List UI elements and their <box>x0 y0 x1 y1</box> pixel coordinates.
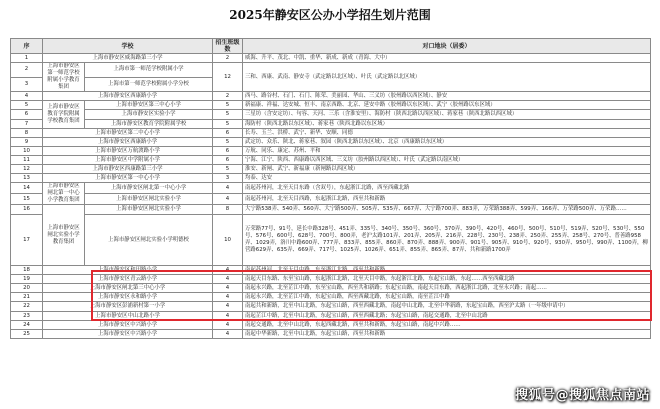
table-row <box>11 205 651 215</box>
cell-seq: 21 <box>11 293 43 302</box>
cell-school: 上海市静安区闸北第三中心小学 <box>43 284 213 293</box>
cell-school: 上海市静安区万航渡路小学 <box>43 147 213 156</box>
table-row <box>11 129 651 138</box>
table-row <box>11 194 651 205</box>
header-area: 对口地块（居委） <box>243 39 651 54</box>
cell-classes: 2 <box>213 54 243 63</box>
cell-seq: 6 <box>11 110 43 120</box>
cell-area: 三和、西康、武南、静安寺（武定路以北区域）、叶氏（武定路以北区域） <box>243 63 651 92</box>
table-row <box>11 92 651 101</box>
cell-seq: 24 <box>11 321 43 330</box>
cell-school: 上海市静安区彭浦新村第一小学 <box>43 302 213 312</box>
cell-classes: 4 <box>213 293 243 302</box>
cell-school: 上海市静安区教育学院附属学校 <box>85 120 213 129</box>
table-row <box>11 330 651 339</box>
cell-group: 上海市静安区闸北第一中心小学教育集团 <box>43 183 85 205</box>
cell-school: 上海市静安区实验小学 <box>85 110 213 120</box>
cell-seq: 18 <box>11 266 43 275</box>
cell-classes: 4 <box>213 266 243 275</box>
cell-classes: 4 <box>213 194 243 205</box>
cell-seq: 4 <box>11 92 43 101</box>
cell-classes: 4 <box>213 330 243 339</box>
table-row <box>11 275 651 284</box>
cell-school: 上海市静安区威海路第三小学 <box>43 54 213 63</box>
header-classes: 招生班级数 <box>213 39 243 54</box>
cell-school: 上海市静安区西康路小学 <box>43 92 213 101</box>
cell-group: 上海市静安区第一师范学校附属小学教育集团 <box>43 63 85 92</box>
cell-classes: 8 <box>213 205 243 215</box>
table-row <box>11 312 651 321</box>
cell-classes: 4 <box>213 275 243 284</box>
cell-area: 新福康、祥福、达安城、恒丰、南京西路、北京、延安中路（胶州路以东区域）、武宁（胶州路以东区域） <box>243 101 651 110</box>
cell-classes: 4 <box>213 302 243 312</box>
table-row <box>11 165 651 174</box>
cell-area: 南起苏州河，北至天目西路，东起浙江北路，西至共和新路 <box>243 194 651 205</box>
cell-school: 上海市静安区第二中心小学 <box>43 129 213 138</box>
enrollment-table <box>10 38 651 339</box>
cell-seq: 19 <box>11 275 43 284</box>
cell-seq: 2 <box>11 63 43 78</box>
cell-area: 南起芷江中路，北至中山北路，东起宝山路，西至西藏北路；东起宝山路，南起交通路，北至中山北路 <box>243 312 651 321</box>
cell-area: 南起永兴路，北至芷江中路，东至宝山路，西至共和新路；东起宝山路，南起天目东路，西起浙江北路，北至永兴路；南起…… <box>243 284 651 293</box>
header-seq: 序 <box>11 39 43 54</box>
cell-area: 南起交通路，北至中山北路，东起西藏北路，西至共和新路，东起宝山路，南起中兴路…… <box>243 321 651 330</box>
cell-seq: 13 <box>11 174 43 183</box>
cell-area: 南起中华新路，北至中山北路，东起宝山路，西至共和新路 <box>243 330 651 339</box>
cell-classes: 6 <box>213 129 243 138</box>
cell-area: 海防村（陕西北路以东区域）、蒋家巷（陕西北路以东区域） <box>243 120 651 129</box>
cell-area: 大宁路538弄、540弄、560弄、大宁路500弄、505弄、535弄、667弄、大宁路700弄、883弄，万荣路388弄、599弄、166弄、万荣路500弄、万荣路…… <box>243 205 651 215</box>
cell-school: 上海市静安区中山北路小学 <box>43 312 213 321</box>
cell-area: 宁海、江宁、陕西、西康路以西区域、三义坊（胶州路以西区域）、叶氏（武定路以南区域） <box>243 156 651 165</box>
table-row <box>11 101 651 110</box>
cell-group: 上海市静安区教育学院附属学校教育集团 <box>43 101 85 129</box>
cell-school: 上海市静安区闸北实验小学 <box>85 205 213 215</box>
cell-classes: 4 <box>213 321 243 330</box>
cell-seq: 12 <box>11 165 43 174</box>
table-row <box>11 284 651 293</box>
cell-seq: 8 <box>11 129 43 138</box>
cell-classes: 5 <box>213 165 243 174</box>
cell-school: 上海市静安区第三中心小学 <box>85 101 213 110</box>
cell-area: 万航、同乐、康定、苏州、平和 <box>243 147 651 156</box>
cell-school: 上海市静安区中兴路小学 <box>43 330 213 339</box>
cell-school: 上海市静安区闸北实验小学 <box>85 194 213 205</box>
cell-area: 威海、升平、茂北、中凯、重华、新成、新成（青海、大中） <box>243 54 651 63</box>
table-row <box>11 266 651 275</box>
watermark-text: 搜狐号@搜狐焦点南站 <box>514 388 650 403</box>
cell-area: 淮安、新闸、武宁、新福康（新闸路以西区域） <box>243 165 651 174</box>
cell-area: 均泰、达安 <box>243 174 651 183</box>
cell-school: 上海市静安区永和路小学 <box>43 293 213 302</box>
table-row <box>11 138 651 147</box>
cell-classes: 10 <box>213 215 243 266</box>
cell-area: 南起天目东路、东至宝山路，东起浙江北路，北至天目中路，东起浙江北路，东起宝山路，东起……西至西藏北路 <box>243 275 651 284</box>
cell-school: 上海市静安区中学附属小学 <box>43 156 213 165</box>
page-title: 2025年静安区公办小学招生划片范围 <box>229 8 431 22</box>
cell-school: 上海市静安区第一中心小学 <box>43 174 213 183</box>
table-row <box>11 293 651 302</box>
table-row <box>11 321 651 330</box>
table-row <box>11 63 651 78</box>
cell-group: 上海市静安区闸北实验小学教育集团 <box>43 205 85 266</box>
cell-seq: 25 <box>11 330 43 339</box>
cell-seq: 9 <box>11 138 43 147</box>
cell-classes: 5 <box>213 138 243 147</box>
cell-seq: 14 <box>11 183 43 194</box>
cell-seq: 22 <box>11 302 43 312</box>
cell-classes: 5 <box>213 110 243 120</box>
cell-seq: 17 <box>11 215 43 266</box>
cell-classes: 12 <box>213 63 243 92</box>
cell-classes: 4 <box>213 312 243 321</box>
table-header-row <box>11 39 651 54</box>
cell-school: 上海市静安区闸北第一中心小学 <box>85 183 213 194</box>
table-row-highlighted <box>11 215 651 266</box>
cell-area: 西马、路谷村、石门、石门、陈荣、美丽园、华山、三义坊（胶州路以西区域）、静安 <box>243 92 651 101</box>
cell-classes: 2 <box>213 92 243 101</box>
header-school: 学校 <box>43 39 213 54</box>
cell-classes: 5 <box>213 101 243 110</box>
cell-seq: 5 <box>11 101 43 110</box>
cell-seq: 16 <box>11 205 43 215</box>
cell-area: 南起永兴路，北至芷江中路，东起宝山路，西至西藏北路，东起宝山路，南至芷江中路 <box>243 293 651 302</box>
cell-seq: 15 <box>11 194 43 205</box>
cell-seq: 20 <box>11 284 43 293</box>
cell-area: 万荣路77号、91号，延长中路328号、451弄、335号、340号、350号、360号、370弄、390号、420号、460号、500号、510号、519弄、520号、530号、550号、576号、600号、628号、700号、800弄，老沪太路101弄、201弄、205弄、216弄、228号、230号、238弄、250弄、255弄、258号、270号、普善路958弄、1029弄，洛川中路600弄、777弄、833弄、855弄、860弄、870弄、888弄、900弄、901号、905弄、910号、920号、930弄、950号、990弄、1100弄，柳营路629弄、635弄、669弄、717号、1025弄、1026弄、651弄、855弄、865弄、87弄、共和新路1700弄 <box>243 215 651 266</box>
table-row <box>11 156 651 165</box>
cell-classes: 4 <box>213 284 243 293</box>
cell-classes: 6 <box>213 147 243 156</box>
cell-school: 上海市静安区闸北实验小学明德校 <box>85 215 213 266</box>
cell-seq: 23 <box>11 312 43 321</box>
cell-school: 上海市静安区西康路第三小学 <box>43 165 213 174</box>
cell-school: 上海市静安区青云路小学 <box>43 275 213 284</box>
table-row <box>11 54 651 63</box>
cell-area: 南起共和新路，北至中山北路，东起宝山路，西至西藏北路，南起中山北路，北至中华新路，东起宝山路，西至沪太路（一年级申请中） <box>243 302 651 312</box>
cell-school: 上海市第一师范学校附属小学分校 <box>85 77 213 92</box>
table-row <box>11 302 651 312</box>
cell-area: 武定坊、众乐、陕北、蒋家巷、叙园（陕西北路以东区域）、北京（西康路以东区域） <box>243 138 651 147</box>
table-row <box>11 174 651 183</box>
cell-school: 上海市第一师范学校附属小学 <box>85 63 213 78</box>
cell-seq: 10 <box>11 147 43 156</box>
cell-classes: 4 <box>213 183 243 194</box>
cell-area: 三星坊（含安定坊）、句容、天河、三乐（含淮安里）、海防村（陕西北路以西区域）、蒋家巷（陕西北路以西区域） <box>243 110 651 120</box>
cell-seq: 7 <box>11 120 43 129</box>
table-row <box>11 147 651 156</box>
table-row <box>11 110 651 120</box>
cell-classes: 5 <box>213 120 243 129</box>
cell-seq: 11 <box>11 156 43 165</box>
cell-classes: 3 <box>213 174 243 183</box>
cell-classes: 6 <box>213 156 243 165</box>
cell-school: 上海市静安区和田路小学 <box>43 266 213 275</box>
table-row <box>11 120 651 129</box>
cell-area: 南起苏州河，北至天目东路（含双号），东起浙江北路，西至西藏北路 <box>243 183 651 194</box>
table-row <box>11 183 651 194</box>
cell-seq: 3 <box>11 77 43 92</box>
cell-area: 长寿、玉兰、洪桥、武宁、新华、安顺、同德 <box>243 129 651 138</box>
cell-school: 上海市静安区中兴路小学 <box>43 321 213 330</box>
cell-area: 南起苏州河，北至天目中路，东至浙江北路，西至共和新路 <box>243 266 651 275</box>
cell-seq: 1 <box>11 54 43 63</box>
cell-school: 上海市静安区西康路小学 <box>43 138 213 147</box>
